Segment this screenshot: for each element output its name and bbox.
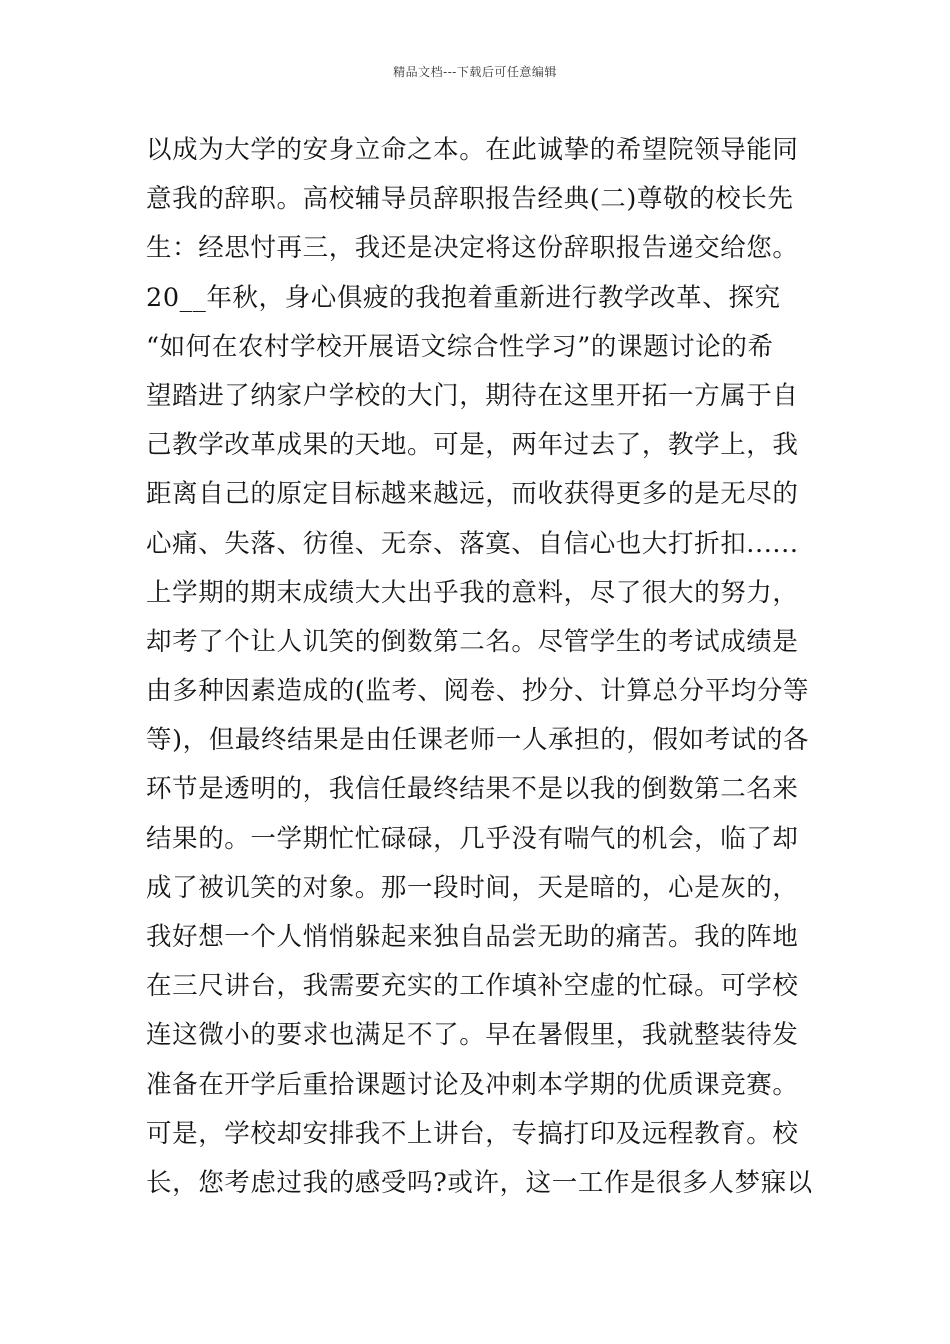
text-line: “如何在农村学校开展语文综合性学习”的课题讨论的希	[146, 331, 774, 362]
text-line: 等)，但最终结果是由任课老师一人承担的，假如考试的各	[146, 725, 810, 756]
text-line: 可是，学校却安排我不上讲台，专搞打印及远程教育。校	[146, 1118, 799, 1149]
text-line: 以成为大学的安身立命之本。在此诚挚的希望院领导能同	[146, 135, 799, 165]
text-line: 准备在开学后重拾课题讨论及冲刺本学期的优质课竞赛。	[146, 1069, 799, 1100]
text-line: 连这微小的要求也满足不了。早在暑假里，我就整装待发	[146, 1020, 799, 1051]
text-line: 望踏进了纳家户学校的大门，期待在这里开拓一方属于自	[146, 380, 799, 411]
text-line: 距离自己的原定目标越来越远，而收获得更多的是无尽的	[146, 479, 799, 510]
text-line: 在三尺讲台，我需要充实的工作填补空虚的忙碌。可学校	[146, 971, 799, 1002]
text-line: 长，您考虑过我的感受吗?或许，这一工作是很多人梦寐以	[146, 1167, 813, 1198]
text-line: 却考了个让人讥笑的倒数第二名。尽管学生的考试成绩是	[146, 626, 799, 657]
text-line: 生：经思忖再三，我还是决定将这份辞职报告递交给您。	[146, 233, 799, 264]
text-line: 环节是透明的，我信任最终结果不是以我的倒数第二名来	[146, 774, 799, 805]
text-line: 结果的。一学期忙忙碌碌，几乎没有喘气的机会，临了却	[146, 823, 799, 854]
text-line: 上学期的期末成绩大大出乎我的意料，尽了很大的努力，	[146, 577, 799, 608]
text-line: 成了被讥笑的对象。那一段时间，天是暗的，心是灰的，	[146, 872, 799, 903]
page-header: 精品文档---下载后可任意编辑	[393, 65, 557, 79]
text-line: 意我的辞职。高校辅导员辞职报告经典(二)尊敬的校长先	[146, 184, 794, 215]
text-line: 20__年秋，身心俱疲的我抱着重新进行教学改革、探究	[146, 282, 781, 313]
text-line: 心痛、失落、彷徨、无奈、落寞、自信心也大打折扣......	[146, 528, 799, 559]
text-line: 己教学改革成果的天地。可是，两年过去了，教学上，我	[146, 430, 799, 461]
text-line: 由多种因素造成的(监考、阅卷、抄分、计算总分平均分等	[146, 676, 810, 707]
body-text	[146, 126, 836, 1208]
text-line: 我好想一个人悄悄躲起来独自品尝无助的痛苦。我的阵地	[146, 922, 799, 952]
